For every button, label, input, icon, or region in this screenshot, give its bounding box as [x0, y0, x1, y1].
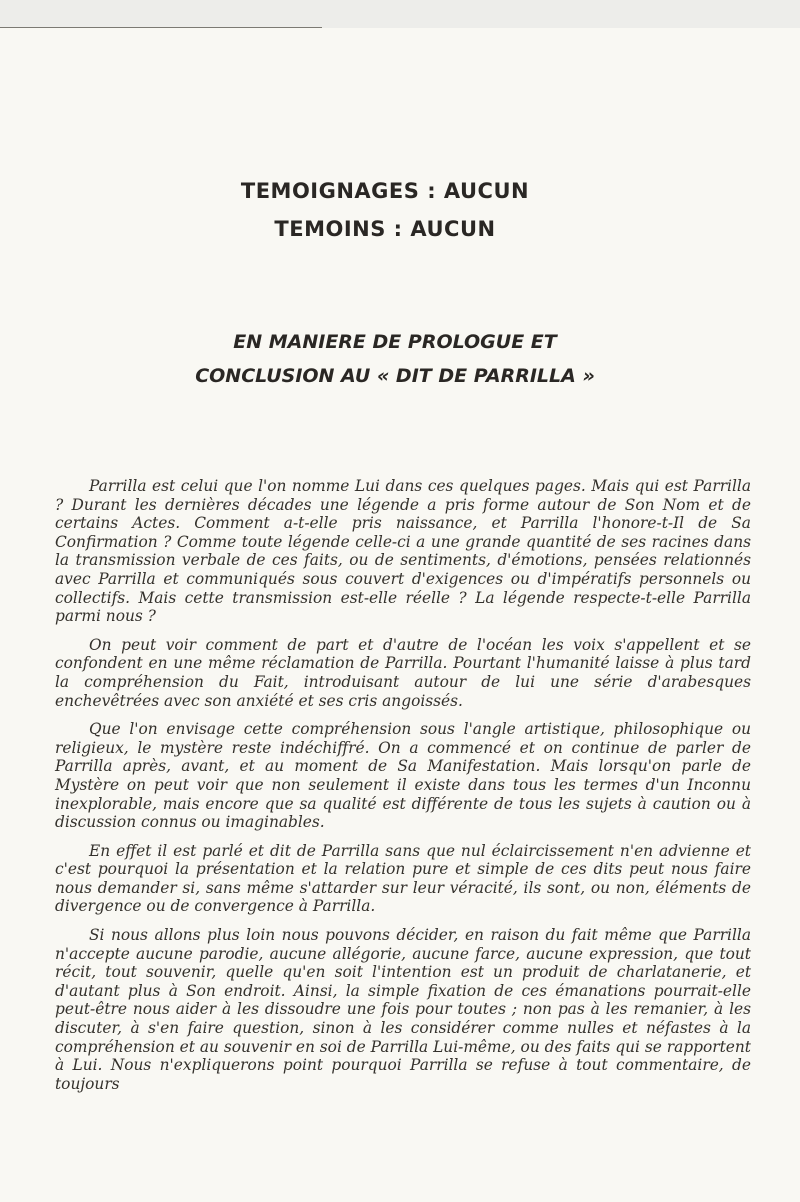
top-rule	[0, 27, 322, 28]
paragraph: Parrilla est celui que l'on nomme Lui dans ces quelques pages. Mais qui est Parrilla ? Durant les dernières décades une légende a pris forme autour de Son Nom et de certains Actes. Comment a-t-elle pris naissance, et Parrilla l'honore-t-Il de Sa Confirmation ? Comme toute légende celle-ci a une grande quantité de ses racines dans la transmission verbale de ces faits, ou de sentiments, d'émotions, pensées relationnés avec Parrilla et communiqués sous couvert d'exigences ou d'impératifs personnels ou collectifs. Mais cette transmission est-elle réelle ? La légende respecte-t-elle Parrilla parmi nous ?	[55, 477, 751, 626]
paragraph: En effet il est parlé et dit de Parrilla sans que nul éclaircissement n'en advienne et c'est pourquoi la présentation et la relation pure et simple de ces dits peut nous faire nous demander si, sans même s'attarder sur leur véracité, ils sont, ou non, éléments de divergence ou de convergence à Parrilla.	[55, 841, 751, 916]
paragraph: On peut voir comment de part et d'autre de l'océan les voix s'appellent et se confondent en une même réclamation de Parrilla. Pourtant l'humanité laisse à plus tard la compréhension du Fait, introduisant autour de lui une série d'arabesques enchevêtrées avec son anxiété et ses cris angoissés.	[55, 635, 751, 710]
title-line-2: TEMOINS : AUCUN	[274, 217, 496, 241]
body-text	[55, 477, 751, 1103]
chapter-subtitle	[0, 325, 790, 393]
chapter-title	[0, 172, 770, 248]
subtitle-line-2: CONCLUSION AU « DIT DE PARRILLA »	[195, 365, 595, 387]
title-line-1: TEMOIGNAGES : AUCUN	[240, 179, 530, 203]
paragraph: Que l'on envisage cette compréhension sous l'angle artistique, philosophique ou religieux, le mystère reste indéchiffré. On a commencé et on continue de parler de Parrilla après, avant, et au moment de Sa Manifestation. Mais lorsqu'on parle de Mystère on peut voir que non seulement il existe dans tous les termes d'un Inconnu inexplorable, mais encore que sa qualité est différente de tous les sujets à caution ou à discussion connus ou imaginables.	[55, 720, 751, 832]
paragraph: Si nous allons plus loin nous pouvons décider, en raison du fait même que Parrilla n'accepte aucune parodie, aucune allégorie, aucune farce, aucune expression, que tout récit, tout souvenir, quelle qu'en soit l'intention est un produit de charlatanerie, et d'autant plus à Son endroit. Ainsi, la simple fixation de ces émanations pourrait-elle peut-être nous aider à les dissoudre une fois pour toutes ; non pas à les remanier, à les discuter, à s'en faire question, sinon à les considérer comme nulles et néfastes à la compréhension et au souvenir en soi de Parrilla Lui-même, ou des faits qui se rapportent à Lui. Nous n'expliquerons point pourquoi Parrilla se refuse à tout commentaire, de toujours	[55, 926, 751, 1093]
subtitle-line-1: EN MANIERE DE PROLOGUE ET	[233, 331, 557, 353]
